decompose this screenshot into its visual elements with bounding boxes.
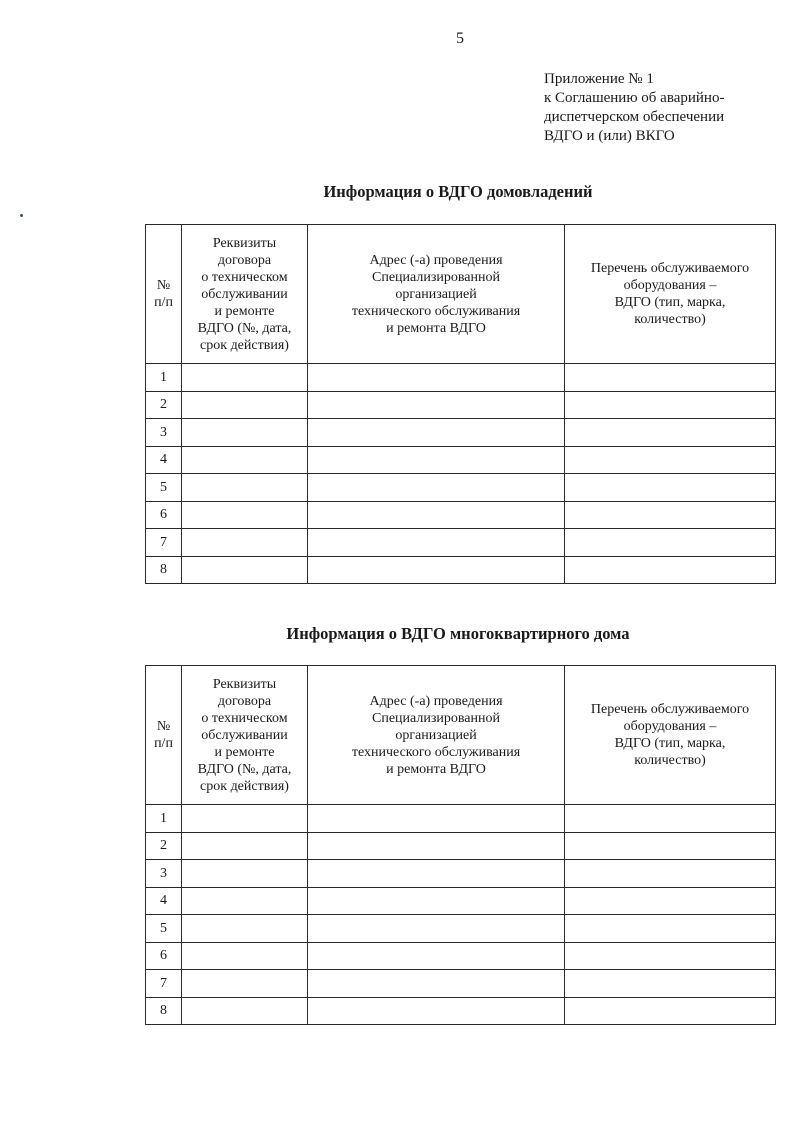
header-line: срок действия) (200, 337, 289, 353)
cell-equipment[interactable] (565, 419, 776, 447)
cell-equipment[interactable] (565, 391, 776, 419)
header-line: обслуживании (201, 286, 288, 302)
cell-address[interactable] (308, 942, 565, 970)
table-row (146, 419, 776, 447)
cell-equipment[interactable] (565, 997, 776, 1025)
table-row (146, 446, 776, 474)
page-number: 5 (456, 30, 464, 47)
table-row (146, 391, 776, 419)
section-title-households: Информация о ВДГО домовладений (323, 182, 593, 201)
cell-address[interactable] (308, 474, 565, 502)
cell-contract[interactable] (182, 391, 308, 419)
row-number: 8 (146, 997, 182, 1025)
row-number: 1 (146, 364, 182, 392)
cell-address[interactable] (308, 860, 565, 888)
header-line: организацией (395, 286, 477, 302)
header-line: о техническом (201, 269, 288, 285)
header-line: о техническом (201, 710, 288, 726)
header-line: п/п (154, 736, 173, 751)
cell-equipment[interactable] (565, 446, 776, 474)
cell-contract[interactable] (182, 970, 308, 998)
header-contract-details (182, 666, 308, 805)
header-line: технического обслуживания (351, 303, 521, 319)
header-line: и ремонте (214, 744, 275, 760)
row-number: 4 (146, 887, 182, 915)
cell-equipment[interactable] (565, 970, 776, 998)
row-number: 7 (146, 970, 182, 998)
header-line: и ремонте (214, 303, 275, 319)
appendix-line: к Соглашению об аварийно- (544, 90, 725, 106)
cell-contract[interactable] (182, 997, 308, 1025)
header-line: обслуживании (201, 727, 288, 743)
row-number: 3 (146, 860, 182, 888)
cell-equipment[interactable] (565, 915, 776, 943)
cell-equipment[interactable] (565, 887, 776, 915)
cell-equipment[interactable] (565, 529, 776, 557)
header-line: Специализированной (372, 710, 500, 726)
cell-equipment[interactable] (565, 501, 776, 529)
row-number: 1 (146, 805, 182, 833)
row-number: 8 (146, 556, 182, 584)
table-row (146, 942, 776, 970)
cell-address[interactable] (308, 556, 565, 584)
cell-equipment[interactable] (565, 832, 776, 860)
row-number: 4 (146, 446, 182, 474)
appendix-line: диспетчерском обеспечении (544, 109, 725, 125)
cell-contract[interactable] (182, 501, 308, 529)
header-line: Перечень обслуживаемого (590, 702, 750, 717)
table-row (146, 832, 776, 860)
table-header-row (146, 225, 776, 364)
cell-equipment[interactable] (565, 364, 776, 392)
cell-contract[interactable] (182, 887, 308, 915)
cell-equipment[interactable] (565, 474, 776, 502)
header-line: ВДГО (тип, марка, (614, 736, 726, 751)
header-line: ВДГО (№, дата, (197, 761, 292, 777)
header-line: оборудования – (623, 719, 717, 734)
cell-equipment[interactable] (565, 942, 776, 970)
header-line: Адрес (-а) проведения (369, 252, 503, 268)
header-line: количество) (634, 753, 706, 768)
header-line: срок действия) (200, 778, 289, 794)
cell-address[interactable] (308, 997, 565, 1025)
header-line: договора (217, 693, 272, 709)
header-line: ВДГО (№, дата, (197, 320, 292, 336)
cell-address[interactable] (308, 805, 565, 833)
cell-address[interactable] (308, 446, 565, 474)
header-equipment-list (565, 666, 776, 805)
row-number: 6 (146, 942, 182, 970)
cell-equipment[interactable] (565, 860, 776, 888)
header-line: № (156, 719, 171, 734)
table-row (146, 997, 776, 1025)
table-row (146, 364, 776, 392)
cell-address[interactable] (308, 529, 565, 557)
table-row (146, 860, 776, 888)
cell-address[interactable] (308, 419, 565, 447)
table-header-row (146, 666, 776, 805)
cell-contract[interactable] (182, 419, 308, 447)
cell-contract[interactable] (182, 474, 308, 502)
appendix-note (544, 70, 724, 146)
table-row (146, 805, 776, 833)
header-line: Перечень обслуживаемого (590, 261, 750, 276)
cell-contract[interactable] (182, 805, 308, 833)
cell-address[interactable] (308, 887, 565, 915)
row-number: 5 (146, 915, 182, 943)
cell-address[interactable] (308, 970, 565, 998)
header-line: договора (217, 252, 272, 268)
header-line: технического обслуживания (351, 744, 521, 760)
appendix-line: Приложение № 1 (544, 71, 654, 87)
apartment-building-table (145, 665, 776, 1025)
table-row (146, 915, 776, 943)
cell-contract[interactable] (182, 942, 308, 970)
cell-address[interactable] (308, 364, 565, 392)
households-table (145, 224, 776, 584)
table-row (146, 970, 776, 998)
scan-speck (20, 214, 23, 217)
cell-address[interactable] (308, 501, 565, 529)
cell-contract[interactable] (182, 556, 308, 584)
row-number: 7 (146, 529, 182, 557)
header-line: Реквизиты (212, 676, 277, 692)
row-number: 3 (146, 419, 182, 447)
cell-contract[interactable] (182, 446, 308, 474)
header-line: организацией (395, 727, 477, 743)
row-number: 2 (146, 391, 182, 419)
header-equipment-list (565, 225, 776, 364)
header-line: и ремонта ВДГО (386, 761, 486, 777)
cell-address[interactable] (308, 915, 565, 943)
header-contract-details (182, 225, 308, 364)
cell-address[interactable] (308, 391, 565, 419)
cell-contract[interactable] (182, 529, 308, 557)
header-number (146, 666, 182, 805)
header-line: и ремонта ВДГО (386, 320, 486, 336)
cell-contract[interactable] (182, 832, 308, 860)
header-line: Адрес (-а) проведения (369, 693, 503, 709)
table-row (146, 501, 776, 529)
header-line: Специализированной (372, 269, 500, 285)
cell-contract[interactable] (182, 860, 308, 888)
cell-address[interactable] (308, 832, 565, 860)
cell-equipment[interactable] (565, 556, 776, 584)
header-line: п/п (154, 295, 173, 310)
row-number: 2 (146, 832, 182, 860)
cell-contract[interactable] (182, 915, 308, 943)
table-row (146, 474, 776, 502)
section-title-apartment-building: Информация о ВДГО многоквартирного дома (286, 624, 630, 643)
cell-contract[interactable] (182, 364, 308, 392)
header-number (146, 225, 182, 364)
header-line: ВДГО (тип, марка, (614, 295, 726, 310)
cell-equipment[interactable] (565, 805, 776, 833)
header-address (308, 666, 565, 805)
row-number: 6 (146, 501, 182, 529)
table-row (146, 529, 776, 557)
appendix-line: ВДГО и (или) ВКГО (544, 128, 675, 144)
header-line: № (156, 278, 171, 293)
header-address (308, 225, 565, 364)
table-row (146, 556, 776, 584)
table-row (146, 887, 776, 915)
header-line: количество) (634, 312, 706, 327)
row-number: 5 (146, 474, 182, 502)
header-line: Реквизиты (212, 235, 277, 251)
header-line: оборудования – (623, 278, 717, 293)
